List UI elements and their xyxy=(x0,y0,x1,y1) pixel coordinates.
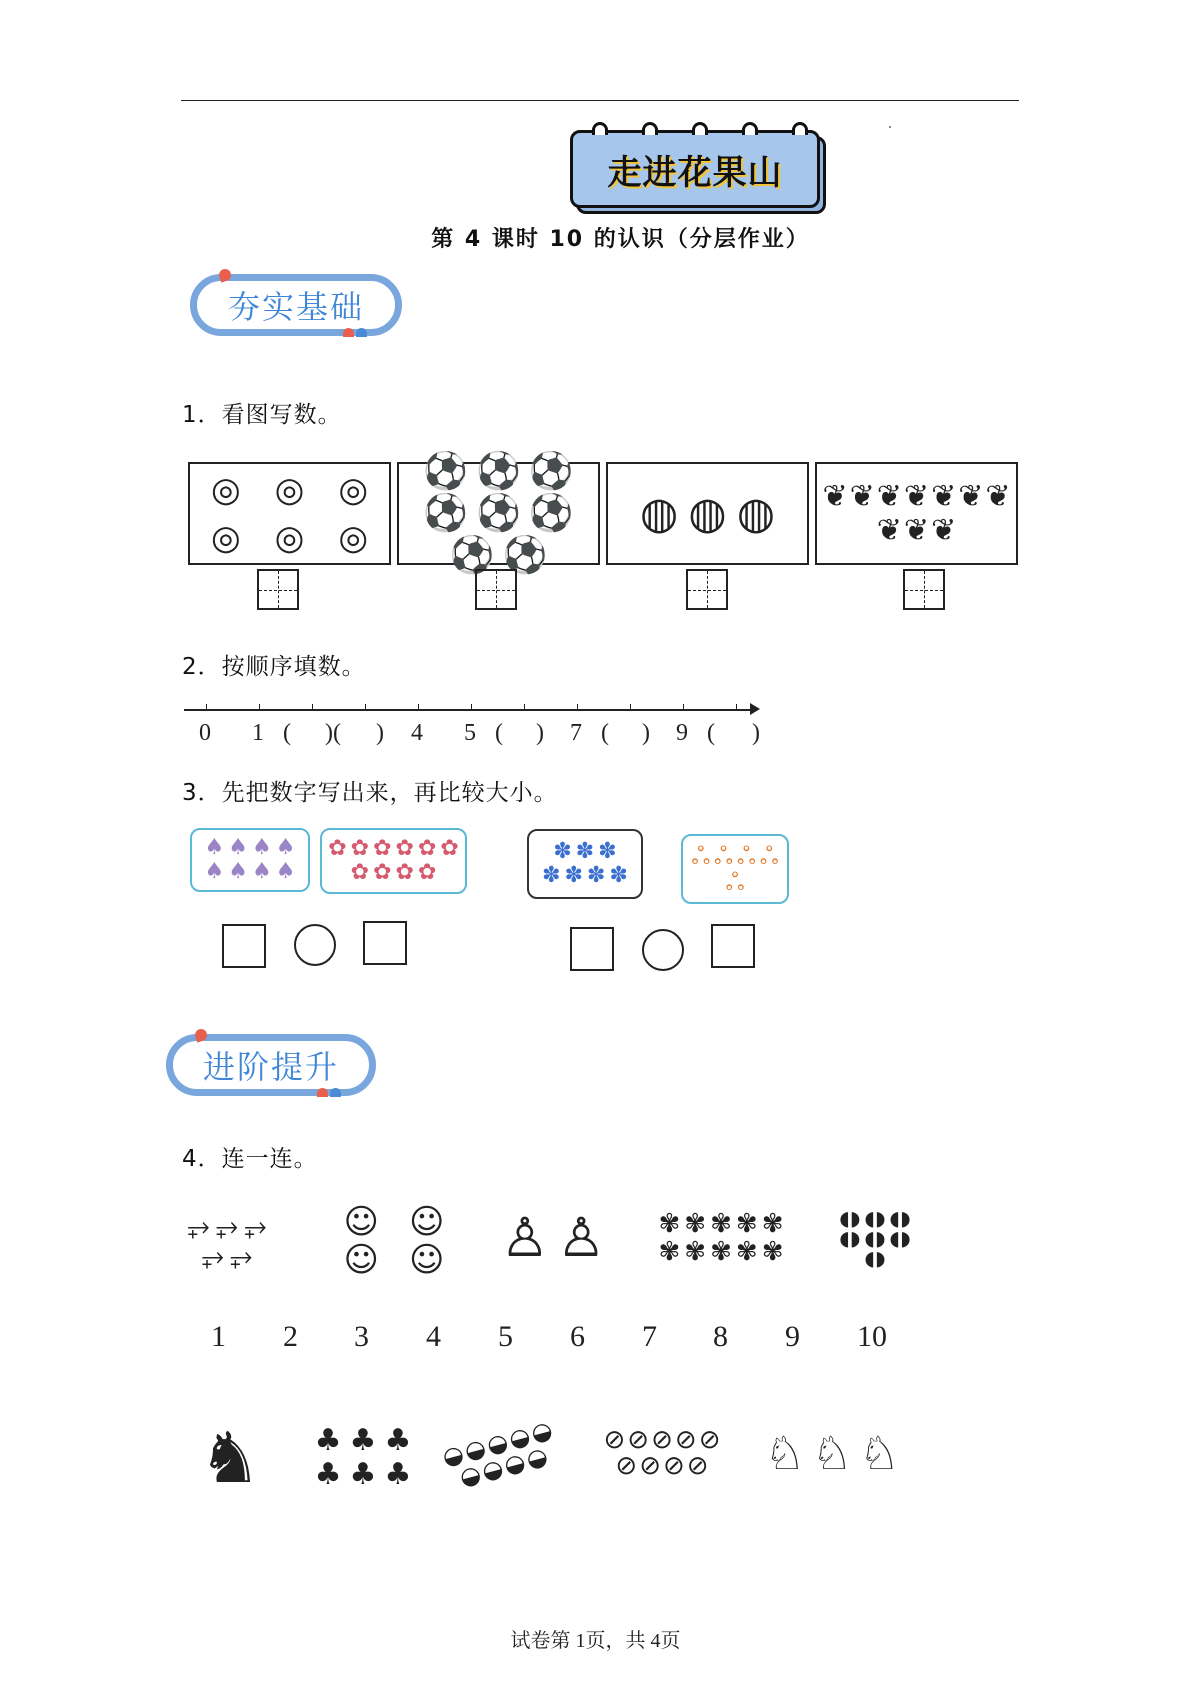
answer-box-soccer-balls[interactable] xyxy=(475,569,517,610)
squirrel-icon: ஃ xyxy=(759,842,779,870)
monkey-icon: ♞ xyxy=(198,1416,262,1499)
banana-group xyxy=(819,478,1015,548)
egg-icon: ◎ xyxy=(210,517,241,558)
question-3-label: 3．先把数字写出来，再比较大小。 xyxy=(182,780,558,806)
compare-box-left-2[interactable] xyxy=(570,927,614,971)
egg-icon: ◎ xyxy=(338,469,368,510)
binder-ring-icon xyxy=(642,122,658,135)
blank-open-paren[interactable]: ( xyxy=(495,720,503,746)
header-rule xyxy=(181,100,1019,101)
red-flower-icon: ✿ xyxy=(328,836,347,861)
compare-box-left-1[interactable] xyxy=(222,924,266,968)
dumpling-group xyxy=(428,1395,572,1514)
bouquet-icon: ♣ xyxy=(384,1422,412,1458)
bouquet-group xyxy=(313,1405,413,1510)
carrot-icon: ⥅ xyxy=(244,1209,267,1242)
tick-mark xyxy=(259,704,260,710)
blue-flower-icon: ✽ xyxy=(575,839,595,864)
red-flower-icon: ✿ xyxy=(417,860,437,885)
tick-mark xyxy=(471,704,472,710)
seed-icon: ⊘ xyxy=(603,1425,626,1455)
flower-icon: ✾ xyxy=(658,1209,681,1239)
chick-icon: ☺ xyxy=(343,1202,379,1242)
flower-icon: ✾ xyxy=(735,1209,758,1239)
carrot-icon: ⥅ xyxy=(215,1209,239,1242)
banana-icon: ❦ xyxy=(931,512,957,548)
carrot-group xyxy=(186,1196,268,1286)
banana-icon: ❦ xyxy=(876,478,902,514)
section-badge-advanced xyxy=(166,1034,376,1096)
flower-icon: ✾ xyxy=(710,1209,732,1239)
number-line-label: 0 xyxy=(199,720,211,746)
blue-flower-icon: ✽ xyxy=(553,839,572,864)
watermelon-icon: ◍ xyxy=(688,487,727,539)
question-1-label: 1．看图写数。 xyxy=(182,402,342,428)
dolphin-icon: ♘ xyxy=(858,1426,900,1480)
duck-group xyxy=(495,1196,611,1280)
carrot-icon: ⥅ xyxy=(230,1239,253,1272)
carrot-icon: ⥅ xyxy=(187,1209,210,1242)
question-4-label: 4．连一连。 xyxy=(182,1146,318,1172)
red-flower-icon: ✿ xyxy=(373,836,392,861)
flower-icon: ✾ xyxy=(684,1209,707,1239)
soccer-ball-icon: ⚽ xyxy=(528,450,574,492)
arrow-right-icon xyxy=(750,703,760,715)
mushroom-icon: ♠ xyxy=(275,835,296,860)
flower-icon: ✾ xyxy=(735,1237,758,1267)
dumpling-icon: ◒ xyxy=(505,1421,534,1454)
compare-circle-1[interactable] xyxy=(294,924,336,966)
number-option[interactable]: 1 xyxy=(211,1320,226,1353)
egg-group xyxy=(200,469,380,558)
seed-group xyxy=(592,1418,732,1488)
compare-box-right-2[interactable] xyxy=(711,924,755,968)
seed-icon: ⊘ xyxy=(651,1425,673,1455)
egg-icon: ◎ xyxy=(274,517,305,558)
red-flower-icon: ✿ xyxy=(440,836,459,861)
compare-circle-2[interactable] xyxy=(642,929,684,971)
blank-close-open-paren[interactable]: )( xyxy=(325,720,341,746)
number-line-label: 1 xyxy=(252,720,264,746)
tick-mark xyxy=(577,704,578,710)
number-line-label: 9 xyxy=(676,720,688,746)
blank-open-paren[interactable]: ( xyxy=(707,720,715,746)
banner-title: 走进花果山 xyxy=(607,152,783,193)
flower-icon: ✾ xyxy=(710,1237,732,1267)
blank-close-paren[interactable]: ) xyxy=(536,720,544,746)
banner-face xyxy=(570,130,820,208)
bouquet-icon: ♣ xyxy=(384,1456,412,1492)
number-option[interactable]: 5 xyxy=(498,1320,513,1353)
squirrel-icon: ஃ xyxy=(714,842,733,870)
soccer-ball-icon: ⚽ xyxy=(423,492,469,534)
mushroom-icon: ♠ xyxy=(252,859,272,884)
dumpling-icon: ◒ xyxy=(478,1453,507,1486)
banana-icon: ❦ xyxy=(903,512,930,548)
monkey-group xyxy=(190,1405,270,1510)
picture-box-eggs xyxy=(188,462,391,565)
decor-dots-icon xyxy=(343,328,367,337)
soccer-ball-icon: ⚽ xyxy=(423,450,469,492)
number-option[interactable]: 10 xyxy=(857,1320,887,1353)
soccer-ball-icon: ⚽ xyxy=(449,534,495,576)
chick-group xyxy=(330,1196,458,1286)
mushroom-icon: ♠ xyxy=(204,835,225,860)
answer-box-bananas[interactable] xyxy=(903,569,945,610)
flower-icon: ✾ xyxy=(684,1237,707,1267)
squirrel-icon: ஃ xyxy=(725,868,745,896)
fish-icon: ◖◗ xyxy=(864,1206,886,1230)
blue-flower-icon: ✽ xyxy=(598,839,617,864)
egg-icon: ◎ xyxy=(338,517,368,558)
tick-mark xyxy=(630,704,631,710)
section-badge-label: 夯实基础 xyxy=(227,288,364,326)
fish-icon: ◖◗ xyxy=(864,1226,886,1250)
dumpling-icon: ◒ xyxy=(500,1447,529,1480)
egg-icon: ◎ xyxy=(210,469,241,510)
tick-mark xyxy=(206,704,207,710)
bouquet-icon: ♣ xyxy=(349,1456,377,1492)
fish-icon: ◖◗ xyxy=(839,1206,861,1230)
section-badge-label: 进阶提升 xyxy=(202,1048,339,1086)
red-flower-icon: ✿ xyxy=(350,860,370,885)
bouquet-icon: ♣ xyxy=(314,1422,342,1458)
soccer-ball-group xyxy=(404,450,594,576)
binder-ring-icon xyxy=(742,122,758,135)
picture-box-soccer-balls xyxy=(397,450,600,576)
picture-box-blue-flowers xyxy=(527,829,643,899)
banana-icon: ❦ xyxy=(985,478,1011,514)
dolphin-icon: ♘ xyxy=(811,1426,853,1480)
number-option[interactable]: 2 xyxy=(283,1320,298,1353)
mushroom-icon: ♠ xyxy=(228,859,248,884)
seed-icon: ⊘ xyxy=(627,1425,650,1455)
egg-icon: ◎ xyxy=(274,469,305,510)
tick-mark xyxy=(524,704,525,710)
question-2-label: 2．按顺序填数。 xyxy=(182,654,366,680)
fish-icon: ◖◗ xyxy=(889,1206,911,1230)
red-flower-icon: ✿ xyxy=(373,860,392,885)
tick-mark xyxy=(418,704,419,710)
flower-icon: ✾ xyxy=(761,1237,784,1267)
blue-flower-icon: ✽ xyxy=(587,863,606,888)
fish-icon: ◖◗ xyxy=(889,1226,911,1250)
blank-open-paren[interactable]: ( xyxy=(283,720,291,746)
fish-group xyxy=(835,1196,915,1280)
tick-mark xyxy=(736,704,737,710)
picture-box-squirrels xyxy=(681,834,789,904)
binder-ring-icon xyxy=(692,122,708,135)
picture-box-watermelons xyxy=(606,462,809,565)
blank-close-paren[interactable]: ) xyxy=(376,720,384,746)
fish-icon: ◖◗ xyxy=(839,1226,861,1250)
dumpling-icon: ◒ xyxy=(439,1439,467,1472)
flower-group xyxy=(648,1196,794,1280)
watermelon-group xyxy=(613,487,803,539)
chick-icon: ☺ xyxy=(409,1240,445,1280)
red-flower-icon: ✿ xyxy=(350,836,370,861)
duck-icon: ♙ xyxy=(557,1206,606,1269)
seed-icon: ⊘ xyxy=(615,1451,638,1481)
compare-box-right-1[interactable] xyxy=(363,921,407,965)
seed-icon: ⊘ xyxy=(639,1451,661,1481)
number-option[interactable]: 9 xyxy=(785,1320,800,1353)
blue-flower-icon: ✽ xyxy=(609,863,628,888)
banana-icon: ❦ xyxy=(931,478,957,514)
dumpling-icon: ◒ xyxy=(483,1427,512,1460)
mushroom-icon: ♠ xyxy=(275,859,296,884)
mushroom-icon: ♠ xyxy=(252,835,272,860)
banana-icon: ❦ xyxy=(849,478,875,514)
page-footer: 试卷第 1页，共 4页 xyxy=(510,1630,681,1652)
number-line-label: 7 xyxy=(570,720,582,746)
number-line-label: 5 xyxy=(464,720,476,746)
watermelon-icon: ◍ xyxy=(639,487,679,539)
duck-icon: ♙ xyxy=(500,1206,549,1269)
answer-box-eggs[interactable] xyxy=(257,569,299,610)
number-option[interactable]: 6 xyxy=(570,1320,585,1353)
tick-mark xyxy=(312,704,313,710)
number-option[interactable]: 3 xyxy=(354,1320,369,1353)
soccer-ball-icon: ⚽ xyxy=(476,450,521,492)
answer-box-watermelons[interactable] xyxy=(686,569,728,610)
blue-flower-icon: ✽ xyxy=(542,863,561,888)
bouquet-icon: ♣ xyxy=(314,1456,342,1492)
fish-icon: ◖◗ xyxy=(864,1246,886,1270)
carrot-icon: ⥅ xyxy=(201,1239,224,1272)
watermelon-icon: ◍ xyxy=(736,487,776,539)
picture-box-red-flowers xyxy=(320,828,467,894)
dumpling-icon: ◒ xyxy=(461,1433,489,1466)
red-flower-icon: ✿ xyxy=(395,860,414,885)
blue-flower-icon: ✽ xyxy=(564,863,583,888)
binder-ring-icon xyxy=(592,122,608,135)
sparkle-icon xyxy=(193,1027,208,1042)
seed-icon: ⊘ xyxy=(698,1425,721,1455)
flower-icon: ✾ xyxy=(658,1237,681,1267)
dolphin-icon: ♘ xyxy=(764,1426,806,1480)
squirrel-icon: ஃ xyxy=(691,842,711,870)
binder-ring-icon xyxy=(792,122,808,135)
red-flower-icon: ✿ xyxy=(417,836,437,861)
soccer-ball-icon: ⚽ xyxy=(502,534,548,576)
page-subtitle: 第 4 课时 10 的认识（分层作业） xyxy=(431,227,810,252)
number-option[interactable]: 4 xyxy=(426,1320,441,1353)
decor-dots-icon xyxy=(317,1088,341,1097)
mushroom-icon: ♠ xyxy=(228,835,248,860)
tick-mark xyxy=(365,704,366,710)
soccer-ball-icon: ⚽ xyxy=(528,492,574,534)
tick-mark xyxy=(683,704,684,710)
dolphin-group xyxy=(752,1418,912,1488)
mushroom-icon: ♠ xyxy=(204,859,225,884)
dumpling-icon: ◒ xyxy=(527,1415,556,1448)
number-line xyxy=(184,709,756,711)
soccer-ball-icon: ⚽ xyxy=(476,492,521,534)
number-option[interactable]: 7 xyxy=(642,1320,657,1353)
banana-icon: ❦ xyxy=(822,478,848,514)
seed-icon: ⊘ xyxy=(674,1425,697,1455)
chick-icon: ☺ xyxy=(409,1202,445,1242)
seed-icon: ⊘ xyxy=(663,1451,685,1481)
blank-open-paren[interactable]: ( xyxy=(601,720,609,746)
number-line-label: 4 xyxy=(411,720,423,746)
seed-icon: ⊘ xyxy=(686,1451,709,1481)
blank-close-paren[interactable]: ) xyxy=(642,720,650,746)
blank-close-paren[interactable]: ) xyxy=(752,720,760,746)
chick-icon: ☺ xyxy=(343,1240,379,1280)
flower-icon: ✾ xyxy=(761,1209,784,1239)
squirrel-icon: ஃ xyxy=(737,842,756,870)
stray-dot xyxy=(889,126,891,128)
picture-box-mushrooms xyxy=(190,828,310,892)
banana-icon: ❦ xyxy=(903,478,930,514)
red-flower-icon: ✿ xyxy=(395,836,414,861)
picture-box-bananas xyxy=(815,462,1018,565)
section-badge-basic xyxy=(190,274,402,336)
title-banner xyxy=(570,130,822,210)
dumpling-icon: ◒ xyxy=(456,1459,485,1492)
banana-icon: ❦ xyxy=(958,478,984,514)
banana-icon: ❦ xyxy=(876,512,902,548)
bouquet-icon: ♣ xyxy=(349,1422,377,1458)
dumpling-icon: ◒ xyxy=(523,1441,551,1474)
number-option[interactable]: 8 xyxy=(713,1320,728,1353)
sparkle-icon xyxy=(217,267,232,282)
